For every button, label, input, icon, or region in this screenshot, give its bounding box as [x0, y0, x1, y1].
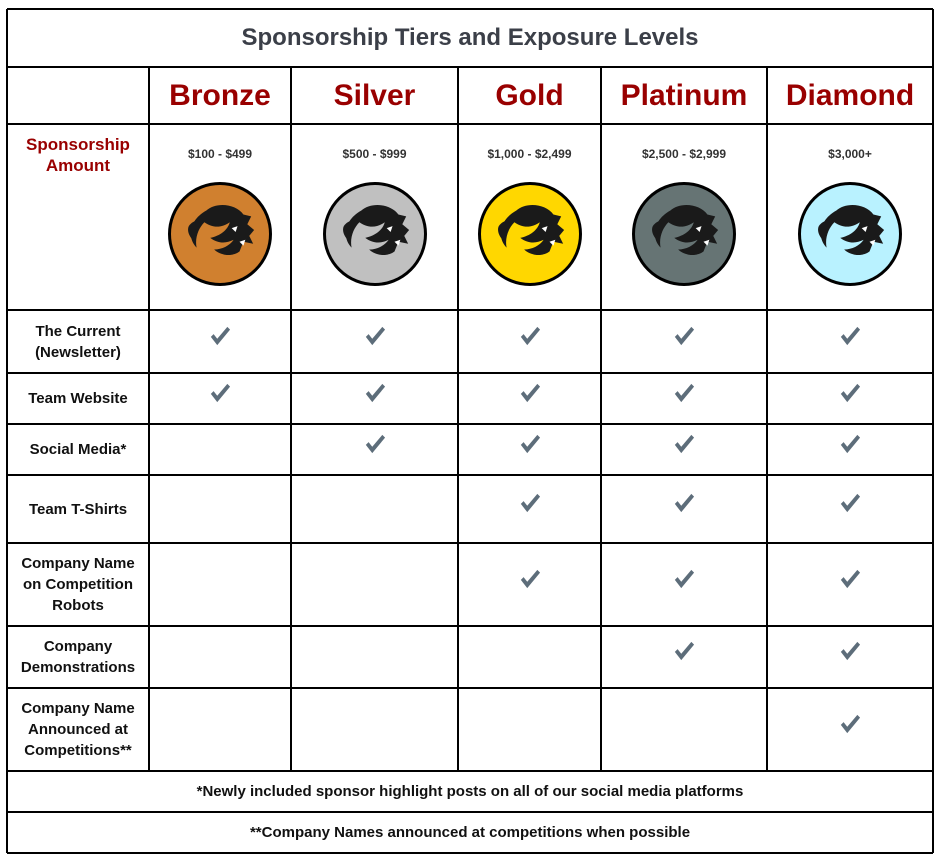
sponsorship-amount-label: Sponsorship Amount [26, 135, 130, 175]
cougar-mascot-icon [811, 202, 889, 267]
checkmark-icon [673, 640, 695, 662]
checkmark-icon [209, 382, 231, 404]
checkmark-icon [519, 492, 541, 514]
checkmark-icon [839, 325, 861, 347]
checkmark-icon [839, 382, 861, 404]
checkmark-icon [673, 382, 695, 404]
checkmark-icon [519, 568, 541, 590]
tier-badge-diamond [798, 182, 902, 286]
feature-label: Company Demonstrations [20, 638, 136, 676]
checkmark-icon [839, 640, 861, 662]
cougar-mascot-icon [336, 202, 414, 267]
tier-amount-silver: $500 - $999 [342, 147, 407, 161]
checkmark-icon [364, 325, 386, 347]
tier-header-silver: Silver [333, 78, 416, 112]
checkmark-icon [364, 433, 386, 455]
checkmark-icon [519, 382, 541, 404]
feature-label: The Current (Newsletter) [35, 322, 121, 361]
feature-label: Team Website [28, 390, 128, 407]
cougar-mascot-icon [491, 202, 569, 267]
checkmark-icon [673, 568, 695, 590]
tier-badge-gold [478, 182, 582, 286]
tier-amount-gold: $1,000 - $2,499 [487, 147, 572, 161]
checkmark-icon [673, 325, 695, 347]
checkmark-icon [209, 325, 231, 347]
tier-header-bronze: Bronze [169, 78, 271, 112]
footnote-social-media: *Newly included sponsor highlight posts on all of our social media platforms [196, 783, 744, 800]
feature-label: Team T-Shirts [28, 500, 128, 518]
checkmark-icon [839, 492, 861, 514]
tier-amount-diamond: $3,000+ [828, 147, 872, 161]
footnote-competitions: **Company Names announced at competitions when possible [249, 824, 691, 841]
checkmark-icon [839, 568, 861, 590]
tier-amount-bronze: $100 - $499 [187, 147, 253, 161]
checkmark-icon [673, 433, 695, 455]
tier-header-platinum: Platinum [620, 78, 748, 112]
checkmark-icon [839, 713, 861, 735]
cougar-mascot-icon [645, 202, 723, 267]
table-title: Sponsorship Tiers and Exposure Levels [241, 24, 699, 51]
tier-amount-platinum: $2,500 - $2,999 [641, 147, 727, 161]
checkmark-icon [519, 325, 541, 347]
tier-header-diamond: Diamond [785, 78, 915, 112]
checkmark-icon [839, 433, 861, 455]
cougar-mascot-icon [181, 202, 259, 267]
tier-header-gold: Gold [495, 78, 564, 112]
checkmark-icon [519, 433, 541, 455]
feature-label: Company Name on Competition Robots [21, 555, 135, 614]
feature-label: Company Name Announced at Competitions** [21, 700, 135, 759]
feature-label: Social Media* [29, 441, 127, 458]
tier-badge-platinum [632, 182, 736, 286]
checkmark-icon [673, 492, 695, 514]
tier-badge-bronze [168, 182, 272, 286]
tier-badge-silver [323, 182, 427, 286]
checkmark-icon [364, 382, 386, 404]
